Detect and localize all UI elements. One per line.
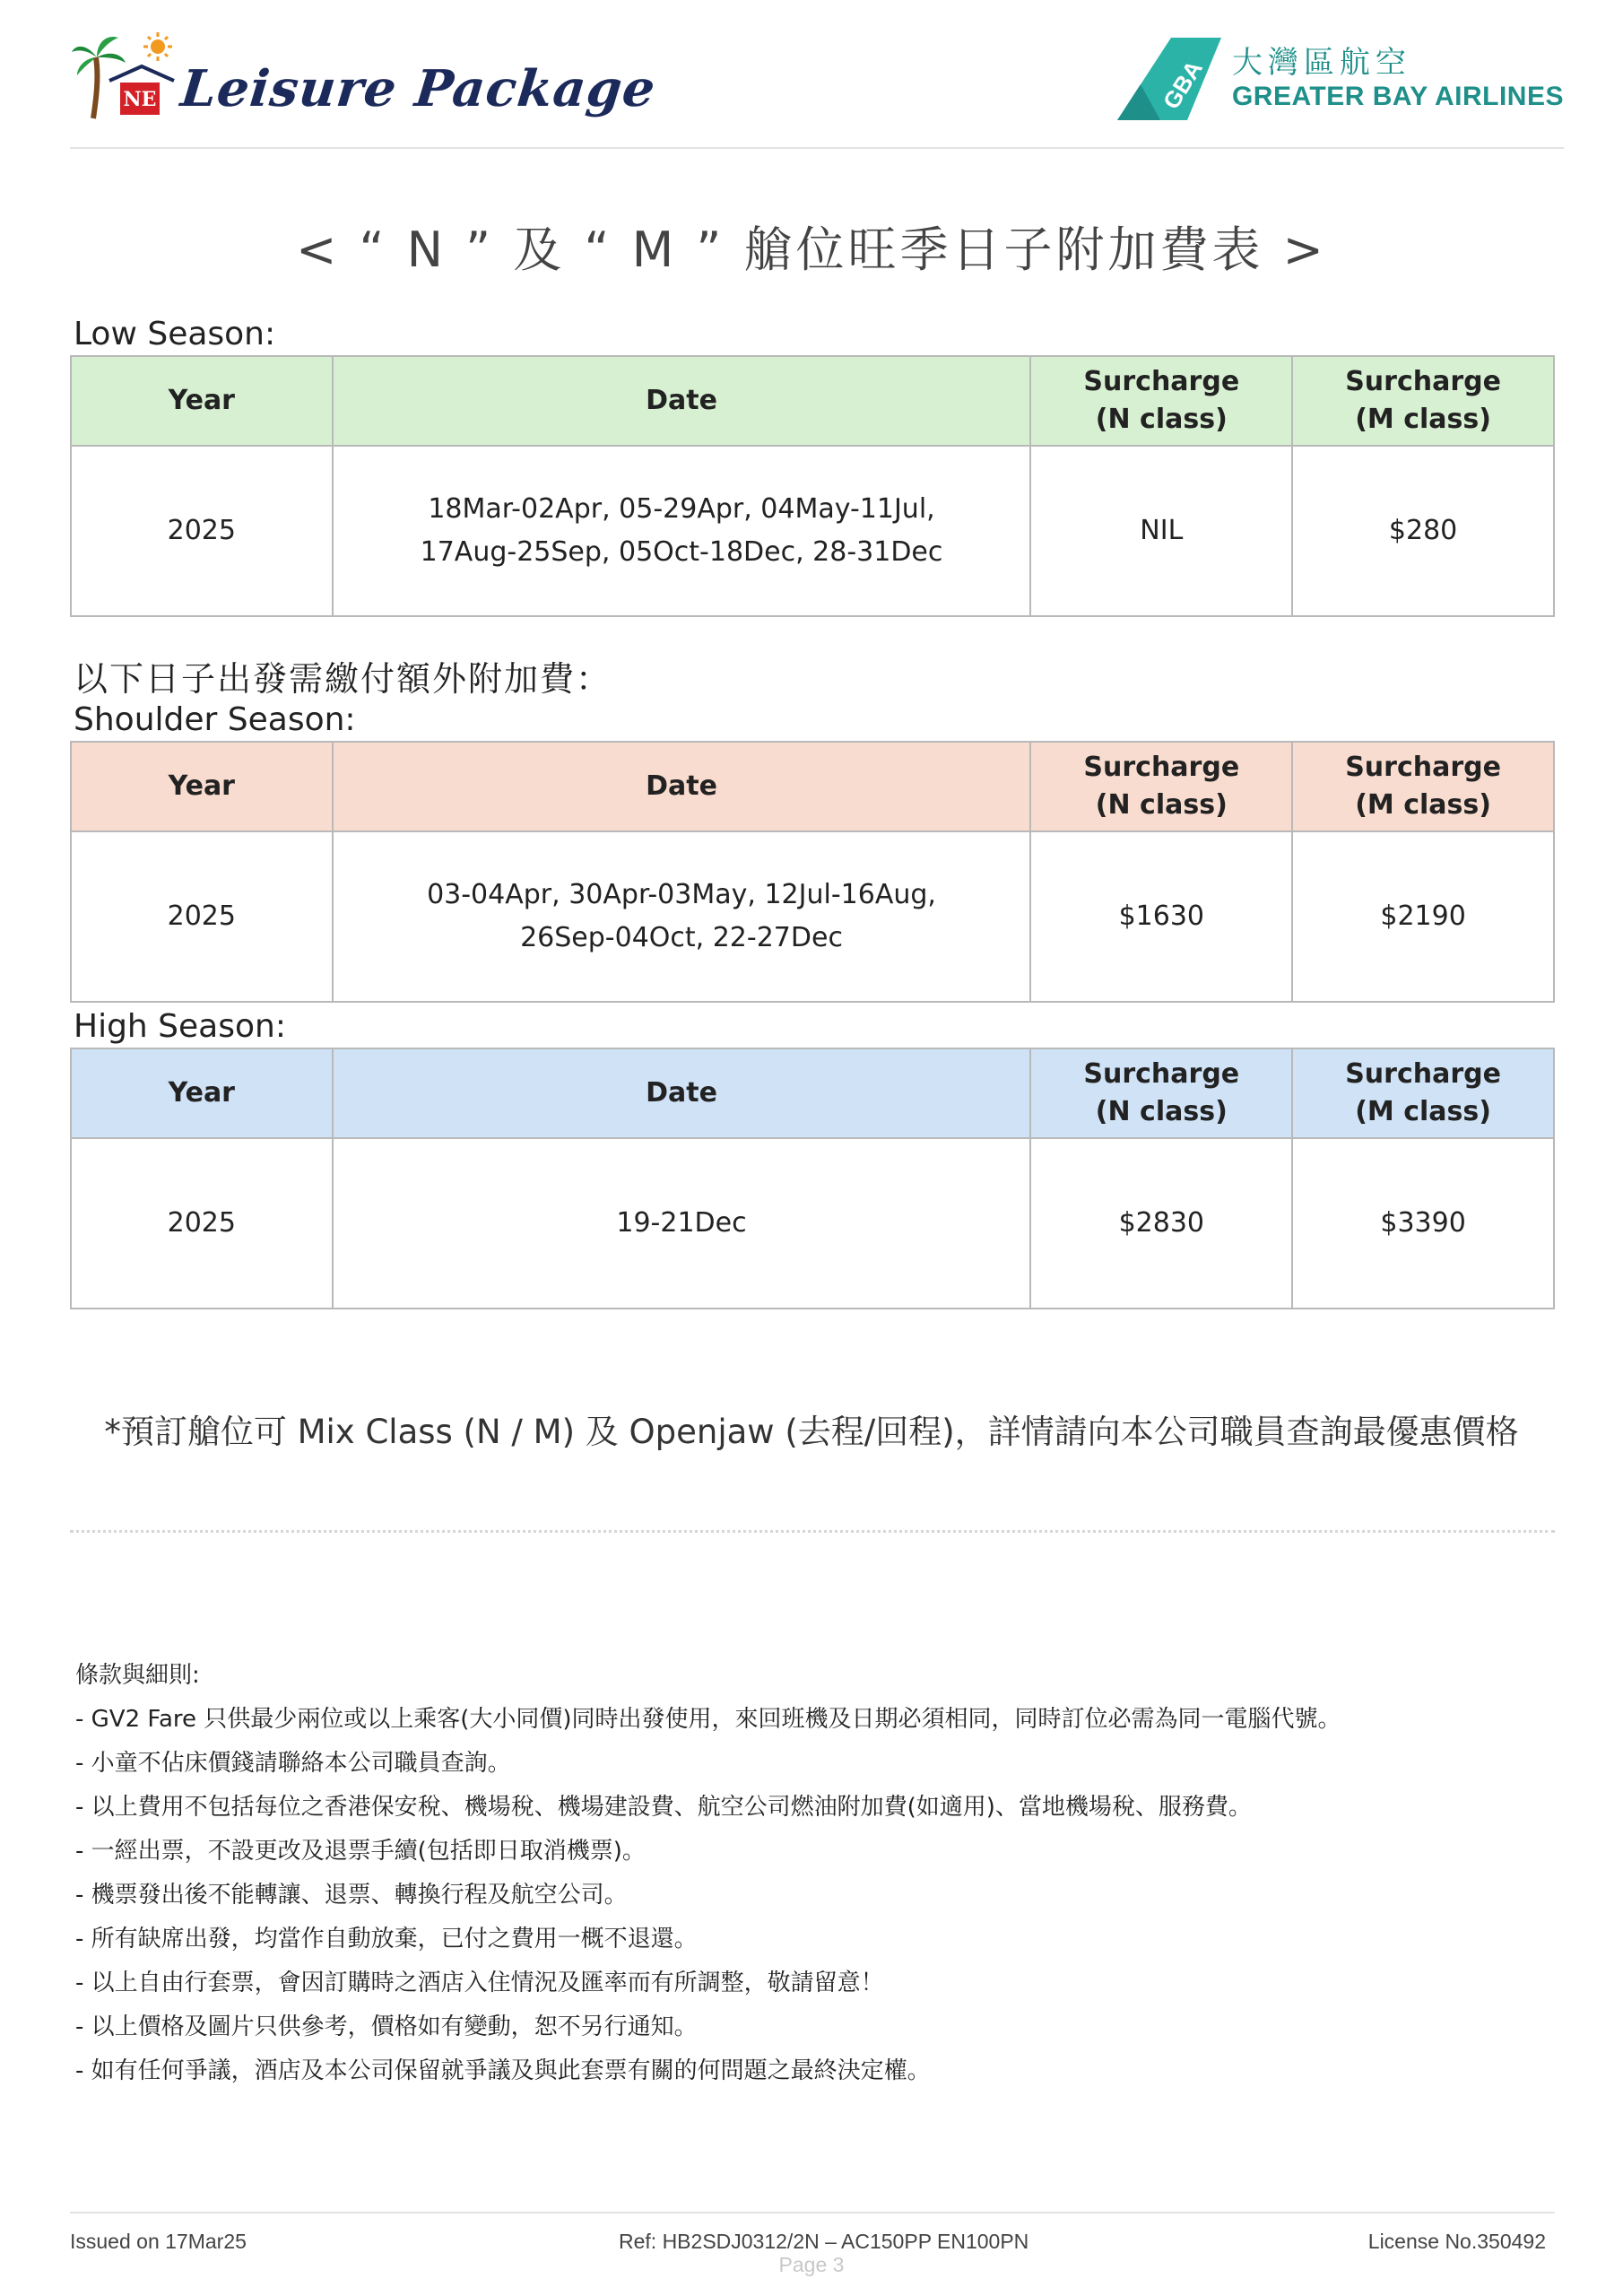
terms-title: 條款與細則: <box>75 1662 200 1689</box>
cell-surcharge-m: $280 <box>1292 446 1554 616</box>
header-year: Year <box>71 1048 333 1138</box>
header-surcharge-n: Surcharge (N class) <box>1030 742 1292 831</box>
issued-date: Issued on 17Mar25 <box>70 2230 247 2253</box>
cell-date: 19-21Dec <box>333 1138 1031 1309</box>
table-header-row <box>71 1048 1554 1138</box>
promo-note: *預訂艙位可 Mix Class (N / M) 及 Openjaw (去程/回程)，詳情請向本公司職員查詢最優惠價格 <box>104 1413 1519 1451</box>
term-item: - 小童不佔床價錢請聯絡本公司職員查詢。 <box>75 1750 511 1777</box>
term-item: - 如有任何爭議，酒店及本公司保留就爭議及與此套票有關的何問題之最終決定權。 <box>75 2057 931 2084</box>
low-season-table <box>70 355 1555 617</box>
cell-year: 2025 <box>71 831 333 1002</box>
term-item: - 一經出票，不設更改及退票手續(包括即日取消機票)。 <box>75 1838 646 1865</box>
cell-date: 03-04Apr, 30Apr-03May, 12Jul-16Aug, 26Sep-04Oct, 22-27Dec <box>333 831 1031 1002</box>
page-title: < “ N ” 及 “ M ” 艙位旺季日子附加費表 > <box>296 222 1327 278</box>
table-header-row <box>71 742 1554 831</box>
high-season-table <box>70 1048 1555 1309</box>
header-surcharge-n: Surcharge (N class) <box>1030 1048 1292 1138</box>
header-surcharge-n: Surcharge (N class) <box>1030 356 1292 446</box>
table-row <box>71 446 1554 616</box>
leisure-package-brand <box>70 30 659 129</box>
term-item: - 以上自由行套票，會因訂購時之酒店入住情況及匯率而有所調整，敬請留意！ <box>75 1970 884 1996</box>
terms-section <box>75 1654 1564 2093</box>
cell-year: 2025 <box>71 446 333 616</box>
header-surcharge-m: Surcharge (M class) <box>1292 742 1554 831</box>
shoulder-season-table <box>70 741 1555 1003</box>
header-date: Date <box>333 356 1031 446</box>
header-year: Year <box>71 356 333 446</box>
header-date: Date <box>333 742 1031 831</box>
term-item: - 以上費用不包括每位之香港保安稅、機場稅、機場建設費、航空公司燃油附加費(如適用)、當地機場稅、服務費。 <box>75 1794 1252 1821</box>
dotted-divider <box>70 1530 1555 1533</box>
cell-surcharge-m: $2190 <box>1292 831 1554 1002</box>
brand-name: Leisure Package <box>178 59 659 118</box>
term-item: - GV2 Fare 只供最少兩位或以上乘客(大小同價)同時出發使用，來回班機及日期必須相同，同時訂位必需為同一電腦代號。 <box>75 1706 1341 1733</box>
cell-date: 18Mar-02Apr, 05-29Apr, 04May-11Jul, 17Aug-25Sep, 05Oct-18Dec, 28-31Dec <box>333 446 1031 616</box>
table-row <box>71 1138 1554 1309</box>
header-surcharge-m: Surcharge (M class) <box>1292 356 1554 446</box>
extra-surcharge-notice: 以下日子出發需繳付額外附加費： <box>74 659 612 699</box>
header-year: Year <box>71 742 333 831</box>
palm-tree-logo-icon <box>70 30 178 129</box>
airline-name-chinese: 大灣區航空 <box>1231 45 1411 81</box>
gba-tail-logo-icon <box>1114 34 1227 124</box>
term-item: - 以上價格及圖片只供參考，價格如有變動，恕不另行通知。 <box>75 2013 698 2040</box>
ne-logo-text: NE <box>123 88 157 111</box>
shoulder-season-label: Shoulder Season: <box>74 701 356 738</box>
greater-bay-airlines-brand <box>1114 34 1564 124</box>
cell-surcharge-n: NIL <box>1030 446 1292 616</box>
airline-name-english: GREATER BAY AIRLINES <box>1231 82 1564 111</box>
cell-year: 2025 <box>71 1138 333 1309</box>
table-header-row <box>71 356 1554 446</box>
high-season-label: High Season: <box>74 1008 286 1045</box>
low-season-label: Low Season: <box>74 316 276 352</box>
license-number: License No.350492 <box>1367 2230 1546 2253</box>
header-date: Date <box>333 1048 1031 1138</box>
table-row <box>71 831 1554 1002</box>
header-surcharge-m: Surcharge (M class) <box>1292 1048 1554 1138</box>
page-number: Page 3 <box>778 2253 845 2276</box>
cell-surcharge-n: $2830 <box>1030 1138 1292 1309</box>
cell-surcharge-n: $1630 <box>1030 831 1292 1002</box>
term-item: - 所有缺席出發，均當作自動放棄，已付之費用一概不退還。 <box>75 1926 698 1952</box>
gba-logo-text: GBA <box>1157 56 1208 114</box>
page-header <box>70 27 1564 149</box>
reference-code: Ref: HB2SDJ0312/2N – AC150PP EN100PN <box>619 2230 1029 2253</box>
term-item: - 機票發出後不能轉讓、退票、轉換行程及航空公司。 <box>75 1882 628 1909</box>
cell-surcharge-m: $3390 <box>1292 1138 1554 1309</box>
